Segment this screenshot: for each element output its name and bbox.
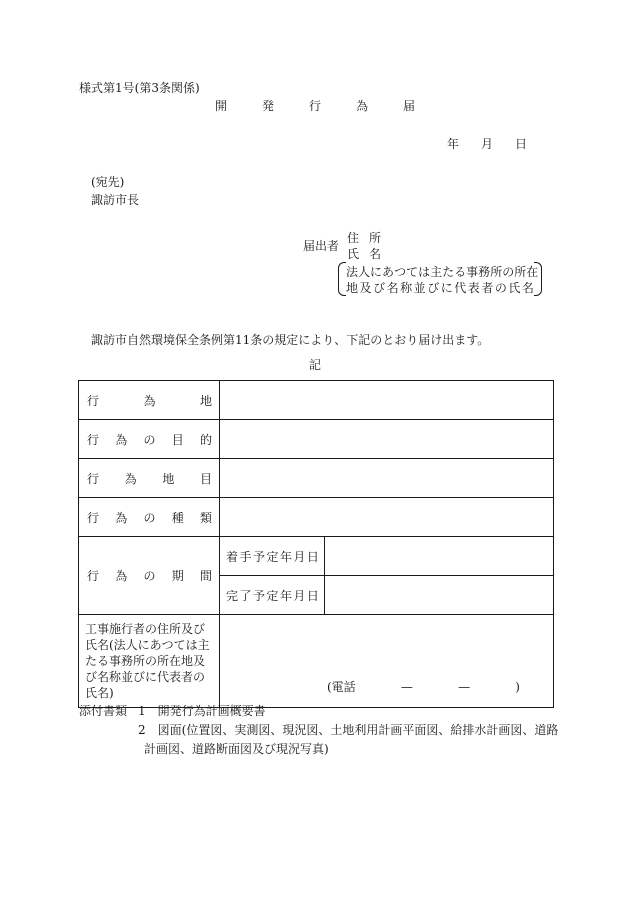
attachments-heading: 添付書類: [79, 704, 128, 718]
address-label: [347, 232, 381, 244]
corporation-note-line1: [346, 265, 539, 279]
land-category-label-cell: [79, 459, 220, 498]
start-date-label-cell: [220, 537, 325, 576]
note-char: 者: [481, 281, 494, 295]
label-char: 所: [368, 231, 381, 245]
table-row: [79, 615, 554, 708]
phone-dash: —: [458, 680, 471, 694]
note-char: 人: [358, 265, 371, 279]
phone-dash: —: [400, 680, 413, 694]
end-date-value-cell[interactable]: [325, 576, 554, 615]
attachment-item-1: 1 開発行為計画概要書: [138, 704, 266, 718]
label-char: 氏: [347, 247, 360, 261]
type-label: 行 為 の 種 類: [87, 510, 212, 525]
site-label: 行 為 地: [87, 393, 212, 408]
contractor-value-cell[interactable]: [220, 615, 554, 708]
corporation-note: [338, 262, 542, 296]
corporation-note-line2: [346, 282, 534, 294]
table-row: [79, 459, 554, 498]
note-char: て: [406, 265, 419, 279]
date-line: [447, 138, 527, 150]
table-row: [79, 537, 554, 576]
label-char: 住: [347, 231, 360, 245]
title-char: 発: [261, 99, 274, 113]
date-month: 月: [480, 137, 493, 151]
type-label-cell: [79, 498, 220, 537]
statement-text: 諏訪市自然環境保全条例第11条の規定により、下記のとおり届け出ます。: [91, 333, 490, 347]
label-char: 名: [368, 247, 381, 261]
date-day: 日: [514, 137, 527, 151]
note-char: 名: [521, 281, 534, 295]
type-value-cell[interactable]: [220, 498, 554, 537]
phone-line: [327, 681, 520, 693]
ki-heading: 記: [309, 358, 322, 372]
note-char: 法: [346, 265, 359, 279]
note-char: 所: [514, 265, 527, 279]
site-value-cell[interactable]: [220, 381, 554, 420]
document-title: [215, 100, 415, 112]
note-char: 主: [430, 265, 443, 279]
title-char: 届: [402, 99, 415, 113]
phone-label: (電話: [327, 680, 356, 694]
name-label: [347, 248, 381, 260]
site-label-cell: [79, 381, 220, 420]
note-char: あ: [382, 265, 395, 279]
table-row: [79, 381, 554, 420]
title-char: 開: [215, 99, 228, 113]
left-bracket: [338, 262, 346, 296]
note-char: 名: [386, 281, 399, 295]
note-char: の: [494, 281, 507, 295]
attachment-item-2-continued: 計画図、道路断面図及び現況写真): [144, 742, 329, 756]
table-row: [79, 498, 554, 537]
date-year: 年: [447, 137, 460, 151]
note-char: に: [440, 281, 453, 295]
note-char: つ: [394, 265, 407, 279]
title-char: 為: [355, 99, 368, 113]
land-category-label: 行 為 地 目: [87, 471, 212, 486]
note-char: る: [454, 265, 467, 279]
start-date-label: 着 手 予 定 年 月 日: [226, 549, 319, 564]
note-char: び: [373, 281, 386, 295]
note-char: 事: [466, 265, 479, 279]
note-char: 在: [526, 265, 539, 279]
phone-close: ): [515, 680, 520, 694]
purpose-value-cell[interactable]: [220, 420, 554, 459]
end-date-label-cell: [220, 576, 325, 615]
note-char: 表: [467, 281, 480, 295]
note-char: は: [418, 265, 431, 279]
note-char: 及: [359, 281, 372, 295]
note-char: 地: [346, 281, 359, 295]
note-char: 所: [490, 265, 503, 279]
note-char: 称: [400, 281, 413, 295]
table-row: [79, 420, 554, 459]
note-char: の: [502, 265, 515, 279]
land-category-value-cell[interactable]: [220, 459, 554, 498]
note-char: た: [442, 265, 455, 279]
note-char: 氏: [508, 281, 521, 295]
contractor-label-cell: 工事施行者の住所及び氏名(法人にあつては主たる事務所の所在地及び名称並びに代表者の氏名): [79, 615, 220, 708]
note-char: 務: [478, 265, 491, 279]
purpose-label: 行 為 の 目 的: [87, 432, 212, 447]
start-date-value-cell[interactable]: [325, 537, 554, 576]
title-char: 行: [308, 99, 321, 113]
note-char: 並: [413, 281, 426, 295]
period-label-cell: [79, 537, 220, 615]
purpose-label-cell: [79, 420, 220, 459]
notification-table: [78, 380, 554, 708]
attachment-item-2: 2 図面(位置図、実測図、現況図、土地利用計画平面図、給排水計画図、道路: [138, 723, 559, 737]
end-date-label: 完 了 予 定 年 月 日: [226, 588, 319, 603]
addressee-name: 諏訪市長: [91, 193, 140, 207]
notifier-label: 届出者: [303, 239, 340, 253]
form-number: 様式第1号(第3条関係): [79, 81, 200, 95]
period-label: 行 為 の 期 間: [87, 569, 212, 583]
note-char: び: [427, 281, 440, 295]
addressee-prefix: (宛先): [91, 175, 125, 189]
note-char: 代: [454, 281, 467, 295]
note-char: に: [370, 265, 383, 279]
